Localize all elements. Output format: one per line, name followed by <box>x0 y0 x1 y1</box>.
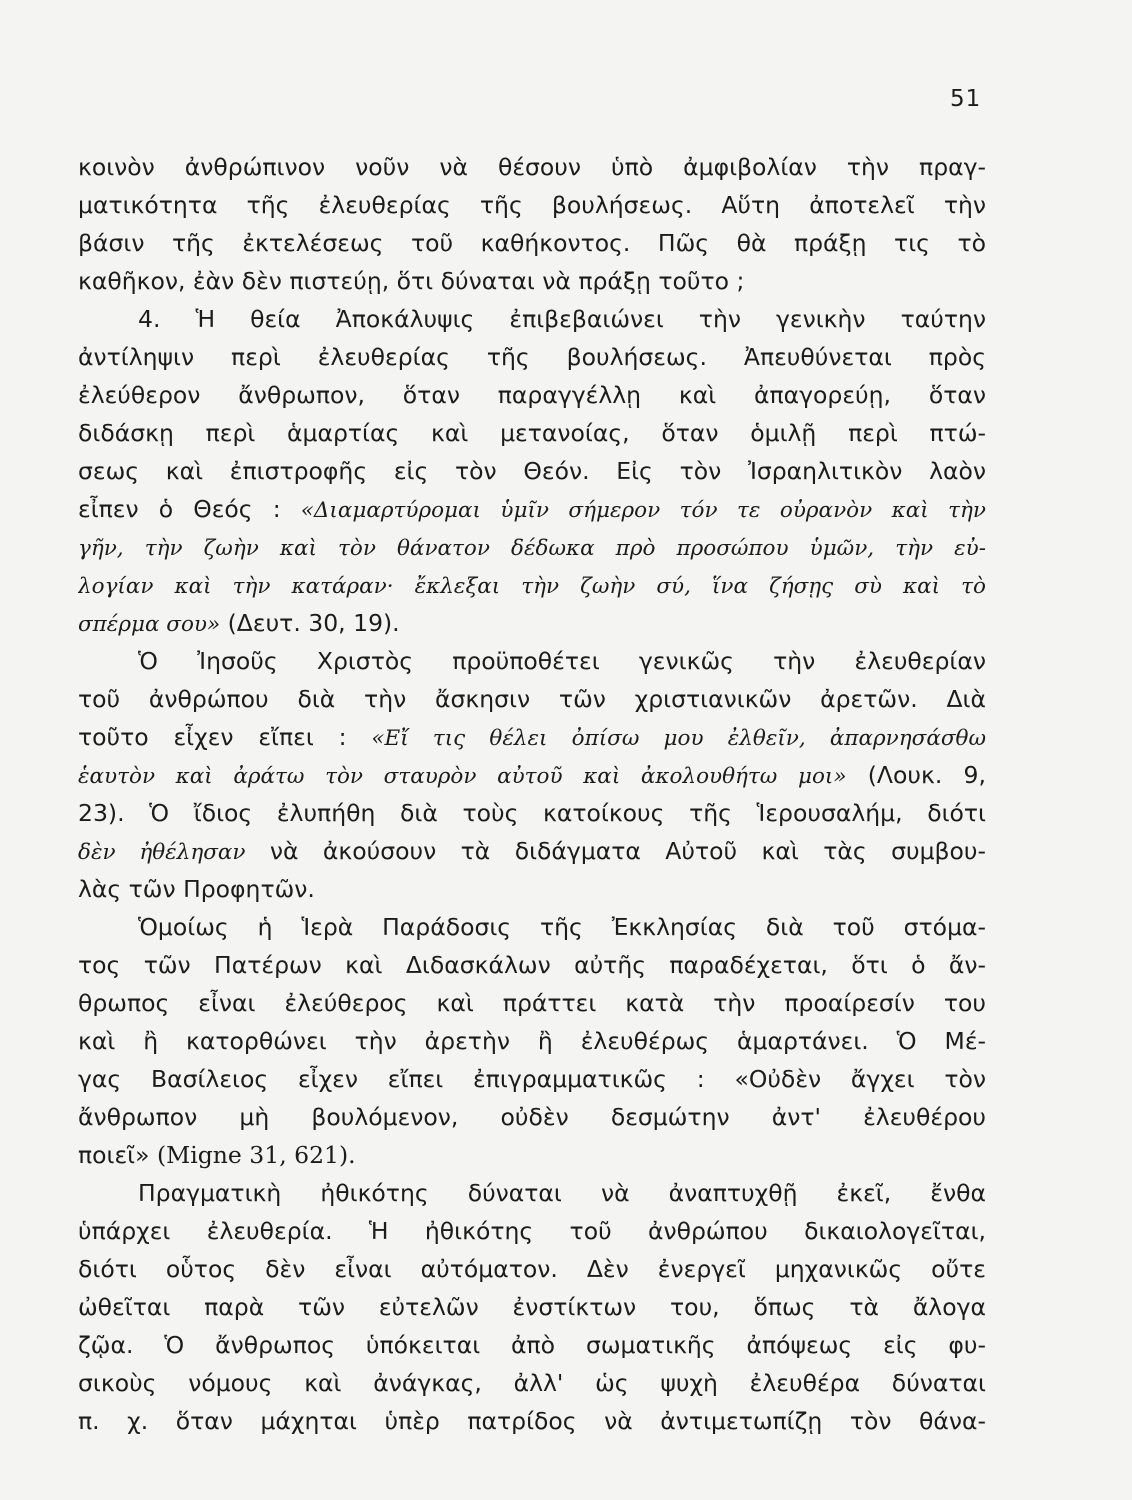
text-line <box>78 1140 986 1172</box>
text-line: βάσιν τῆς ἐκτελέσεως τοῦ καθήκοντος. Πῶς θὰ πράξῃ τις τὸ <box>78 229 986 257</box>
text-line <box>78 532 986 564</box>
text-line: λὰς τῶν Προφητῶν. <box>78 875 315 903</box>
text-line: ματικότητα τῆς ἐλευθερίας τῆς βουλήσεως. Αὕτη ἀποτελεῖ τὴν <box>78 191 986 219</box>
text-line: κοινὸν ἀνθρώπινον νοῦν νὰ θέσουν ὑπὸ ἀμφιβολίαν τὴν πραγ- <box>78 153 986 181</box>
text-line: διδάσκῃ περὶ ἁμαρτίας καὶ μετανοίας, ὅταν ὁμιλῇ περὶ πτώ- <box>78 419 986 447</box>
scripture-quote: λογίαν καὶ τὴν κατάραν· ἔκλεξαι τὴν ζωὴν σύ, ἵνα ζήσῃς σὺ καὶ τὸ <box>78 574 986 599</box>
text-line: ζῷα. Ὁ ἄνθρωπος ὑπόκειται ἀπὸ σωματικῆς ἀπόψεως εἰς φυ- <box>78 1331 986 1359</box>
text-line: Πραγματικὴ ἠθικότης δύναται νὰ ἀναπτυχθῇ ἐκεῖ, ἔνθα <box>138 1179 986 1207</box>
text-line: τοῦ ἀνθρώπου διὰ τὴν ἄσκησιν τῶν χριστιανικῶν ἀρετῶν. Διὰ <box>78 685 986 713</box>
text-line: ἄνθρωπον μὴ βουλόμενον, οὐδὲν δεσμώτην ἀντ' ἐλευθέρου <box>78 1103 986 1131</box>
text-line <box>78 836 986 868</box>
citation: (Δευτ. 30, 19). <box>227 609 400 637</box>
citation: (Migne 31, 621). <box>157 1141 356 1169</box>
text-run: τοῦτο εἶχεν εἴπει : <box>78 723 347 751</box>
scripture-quote: σπέρμα σου» <box>78 612 221 637</box>
scripture-quote: γῆν, τὴν ζωὴν καὶ τὸν θάνατον δέδωκα πρὸ προσώπου ὑμῶν, τὴν εὐ- <box>78 536 986 561</box>
text-line: σικοὺς νόμους καὶ ἀνάγκας, ἀλλ' ὡς ψυχὴ ἐλευθέρα δύναται <box>78 1369 986 1397</box>
text-line: θρωπος εἶναι ἐλεύθερος καὶ πράττει κατὰ τὴν προαίρεσίν του <box>78 989 986 1017</box>
text-line <box>78 608 986 640</box>
text-line: τος τῶν Πατέρων καὶ Διδασκάλων αὐτῆς παραδέχεται, ὅτι ὁ ἄν- <box>78 951 986 979</box>
text-run: ποιεῖ» <box>78 1141 150 1169</box>
text-line: σεως καὶ ἐπιστροφῆς εἰς τὸν Θεόν. Εἰς τὸν Ἰσραηλιτικὸν λαὸν <box>78 457 986 485</box>
text-line: Ὁ Ἰησοῦς Χριστὸς προϋποθέτει γενικῶς τὴν ἐλευθερίαν <box>138 647 986 675</box>
text-line: ὑπάρχει ἐλευθερία. Ἡ ἠθικότης τοῦ ἀνθρώπου δικαιολογεῖται, <box>78 1217 986 1245</box>
text-run: εἶπεν ὁ Θεός : <box>78 495 281 523</box>
text-line: καὶ ἢ κατορθώνει τὴν ἀρετὴν ἢ ἐλευθέρως ἁμαρτάνει. Ὁ Μέ- <box>78 1027 986 1055</box>
text-line <box>78 722 986 754</box>
text-line <box>78 570 986 602</box>
text-line: ὠθεῖται παρὰ τῶν εὐτελῶν ἐνστίκτων του, ὅπως τὰ ἄλογα <box>78 1293 986 1321</box>
scripture-quote: «Εἴ τις θέλει ὀπίσω μου ἐλθεῖν, ἀπαρνησάσθω <box>371 726 986 751</box>
text-line: ἐλεύθερον ἄνθρωπον, ὅταν παραγγέλλῃ καὶ ἀπαγορεύῃ, ὅταν <box>78 381 986 409</box>
text-line: 4. Ἡ θεία Ἀποκάλυψις ἐπιβεβαιώνει τὴν γενικὴν ταύτην <box>138 305 986 333</box>
scripture-quote: «Διαμαρτύρομαι ὑμῖν σήμερον τόν τε οὐρανὸν καὶ τὴν <box>300 498 986 523</box>
text-line: π. χ. ὅταν μάχηται ὑπὲρ πατρίδος νὰ ἀντιμετωπίζῃ τὸν θάνα- <box>78 1407 986 1435</box>
scripture-quote: ἑαυτὸν καὶ ἀράτω τὸν σταυρὸν αὐτοῦ καὶ ἀκολουθήτω μοι» <box>78 764 847 789</box>
text-run: νὰ ἀκούσουν τὰ διδάγματα Αὐτοῦ καὶ τὰς συμβου- <box>269 837 986 865</box>
text-line: 23). Ὁ ἴδιος ἐλυπήθη διὰ τοὺς κατοίκους τῆς Ἱερουσαλήμ, διότι <box>78 799 986 827</box>
text-line: καθῆκον, ἐὰν δὲν πιστεύῃ, ὅτι δύναται νὰ πράξῃ τοῦτο ; <box>78 267 745 295</box>
text-line <box>78 760 986 792</box>
text-line: Ὁμοίως ἡ Ἱερὰ Παράδοσις τῆς Ἐκκλησίας διὰ τοῦ στόμα- <box>138 913 986 941</box>
text-line <box>78 494 986 526</box>
text-line: διότι οὗτος δὲν εἶναι αὐτόματον. Δὲν ἐνεργεῖ μηχανικῶς οὔτε <box>78 1255 986 1283</box>
text-line: γας Βασίλειος εἶχεν εἴπει ἐπιγραμματικῶς : «Οὐδὲν ἄγχει τὸν <box>78 1065 986 1093</box>
emphasis: δὲν ἠθέλησαν <box>78 840 246 865</box>
text-line: ἀντίληψιν περὶ ἐλευθερίας τῆς βουλήσεως. Ἀπευθύνεται πρὸς <box>78 343 986 371</box>
citation: (Λουκ. 9, <box>867 761 986 789</box>
page-number: 51 <box>950 86 982 112</box>
